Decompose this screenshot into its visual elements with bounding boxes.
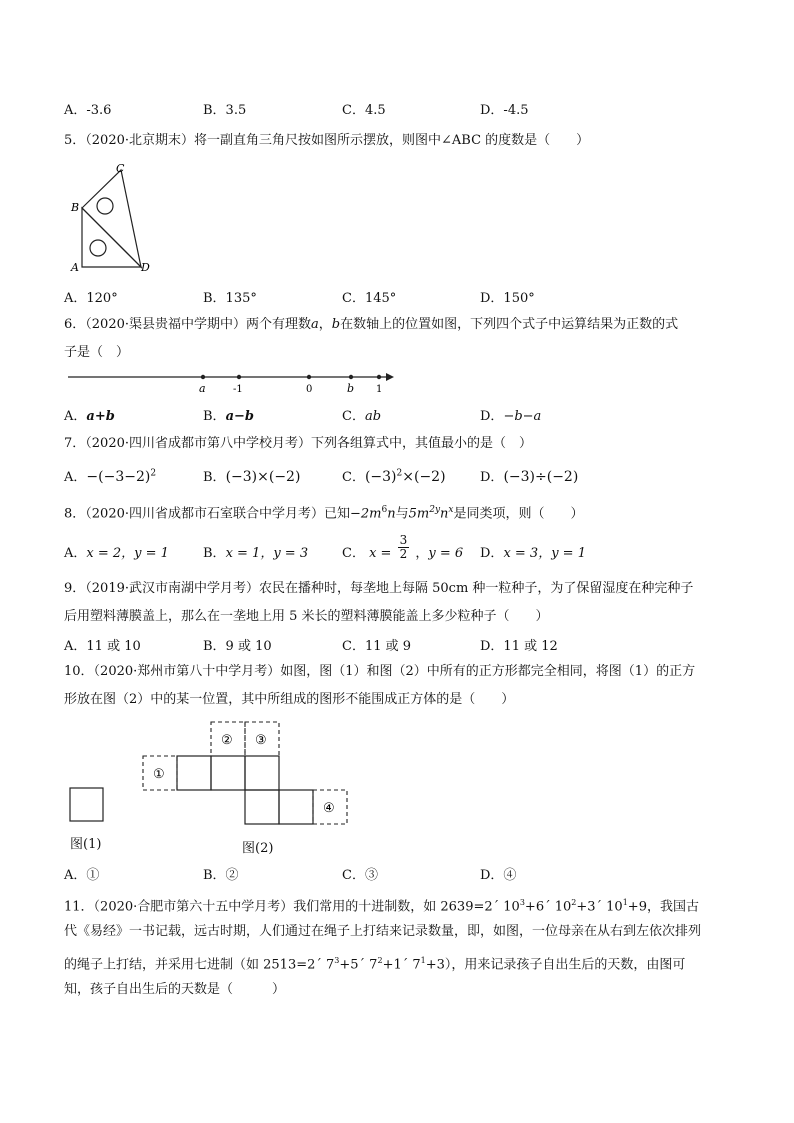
mark-4: ④	[323, 801, 335, 816]
q7-option-a-exp: 2	[150, 468, 157, 479]
q6-var-a: a	[311, 317, 319, 332]
q4-option-d: D．-4.5	[480, 103, 529, 118]
q7-option-c-math-base: (−3)	[364, 469, 397, 485]
q8-option-d	[480, 542, 586, 561]
q6-option-b-label: B．	[203, 409, 226, 424]
axis-label-zero: 0	[306, 384, 313, 395]
q11-line3-d: +3），用来记录孩子自出生后的天数，由图可	[425, 957, 686, 973]
axis-label-a: a	[199, 382, 206, 395]
q11-line4: 知，孩子自出生后的天数是（ ）	[64, 982, 286, 997]
q8-term1-exp: 6	[381, 505, 388, 515]
q8-option-c-fraction	[398, 534, 410, 561]
q5-stem: 5．（2020·北京期末）将一副直角三角尺按如图所示摆放，则图中∠ABC 的度数是（ ）	[64, 133, 590, 148]
q11-line3-exp2: 2	[377, 956, 383, 965]
q8-option-d-label: D．	[480, 546, 504, 561]
q10-option-c: C．③	[342, 868, 378, 883]
q11-exp3: 3	[519, 898, 525, 907]
q10-figure-1	[70, 788, 110, 828]
q7-option-b-label: B．	[203, 470, 226, 485]
point-zero	[307, 375, 311, 379]
q7-option-d	[480, 466, 578, 485]
q8-option-d-math: x = 3，y = 1	[503, 546, 586, 561]
q8-option-b-math: x = 1，y = 3	[225, 546, 309, 561]
q11-line3-b: +5´ 7	[339, 957, 378, 973]
label-a: A	[71, 261, 79, 274]
q8-option-c-comma: ，	[415, 546, 429, 561]
point-one	[377, 375, 381, 379]
q7-option-c-math-tail: ×(−2)	[402, 469, 446, 485]
axis-label-b: b	[347, 382, 355, 395]
q8-term2-exp: 2y	[429, 505, 441, 515]
q5-option-d: D．150°	[480, 291, 535, 306]
q11-line1	[64, 893, 699, 917]
q7-option-c-label: C．	[342, 470, 365, 485]
q7-option-d-math: (−3)÷(−2)	[503, 469, 579, 485]
q8-option-b	[203, 542, 308, 561]
q11-exp1: 1	[622, 898, 628, 907]
q8-stem-part2: 是同类项，则（ ）	[453, 506, 584, 522]
q8-option-c-label: C．	[342, 546, 365, 561]
q8-option-a-label: A．	[64, 546, 87, 561]
q8-option-c-math: y = 6	[428, 546, 464, 561]
q11-exp2: 2	[571, 898, 577, 907]
q6-stem-part2: 在数轴上的位置如图，下列四个式子中运算结果为正数的式	[340, 317, 679, 332]
q7-option-b-math: (−3)×(−2)	[225, 469, 301, 485]
q8-term1: −2m	[350, 506, 382, 522]
q8-term2-tail: n	[440, 506, 449, 522]
q11-line1-b: +6´ 10	[524, 899, 572, 915]
q8-option-c	[342, 534, 463, 561]
q11-line3	[64, 951, 685, 975]
q8-term2-tail-exp: x	[448, 505, 454, 515]
label-b: B	[71, 201, 80, 214]
mark-2: ②	[221, 733, 233, 748]
q9-stem-line1: 9．（2019·武汉市南湖中学月考）农民在播种时，每垄地上每隔 50cm 种一粒种子，为了保留湿度在种完种子	[64, 581, 694, 596]
q8-stem	[64, 500, 584, 524]
q11-line3-exp1: 1	[420, 956, 426, 965]
q10-stem-line1: 10．（2020·郑州市第八十中学月考）如图，图（1）和图（2）中所有的正方形都完全相同，将图（1）的正方	[64, 664, 696, 679]
q11-line1-c: +3´ 10	[576, 899, 623, 915]
q10-option-b: B．②	[203, 868, 239, 883]
q6-option-a-math: a+b	[86, 409, 115, 424]
label-c: C	[116, 162, 125, 175]
q7-option-a-math: −(−3−2)	[86, 469, 151, 485]
q9-option-a: A．11 或 10	[64, 639, 141, 654]
q11-line1-a: 11．（2020·合肥市第六十五中学月考）我们常用的十进制数，如 2639=2´ 10	[64, 899, 520, 915]
q8-option-c-prefix: x =	[369, 546, 392, 561]
q11-line2: 代《易经》一书记载，远古时期，人们通过在绳子上打结来记录数量，即，如图，一位母亲在从右到左依次排列	[64, 924, 702, 939]
q11-line1-d: +9，我国古	[627, 899, 699, 915]
q11-line3-a: 的绳子上打结，并采用七进制（如 2513=2´ 7	[64, 957, 335, 973]
q5-triangle-figure	[60, 160, 160, 275]
q6-option-b	[203, 405, 254, 424]
q5-option-b: B．135°	[203, 291, 257, 306]
q7-option-c	[342, 466, 446, 485]
q9-option-c: C．11 或 9	[342, 639, 412, 654]
q6-option-c	[342, 405, 381, 424]
q6-number-line	[68, 368, 398, 398]
q8-stem-part1: 8．（2020·四川省成都市石室联合中学月考）已知	[64, 506, 350, 522]
q4-option-a: A．-3.6	[64, 103, 112, 118]
q6-var-b: b	[331, 317, 341, 332]
q6-stem-line1	[64, 315, 678, 335]
q6-stem-line2: 子是（ ）	[64, 345, 130, 360]
q5-option-a: A．120°	[64, 291, 118, 306]
q6-option-d	[480, 405, 541, 424]
q8-frac-num: 3	[399, 533, 408, 547]
q8-term2: 5m	[408, 506, 430, 522]
q8-option-a	[64, 542, 169, 561]
axis-label-one: 1	[376, 384, 383, 395]
point-neg1	[237, 375, 241, 379]
q10-option-a: A．①	[64, 868, 100, 883]
q10-stem-line2: 形放在图（2）中的某一位置，其中所组成的图形不能围成正方体的是（ ）	[64, 692, 515, 707]
q8-frac-den: 2	[399, 547, 408, 561]
q6-option-a	[64, 405, 115, 424]
q8-option-b-label: B．	[203, 546, 226, 561]
q10-figure-1-caption: 图(1)	[70, 837, 102, 852]
q7-option-c-exp: 2	[396, 468, 403, 479]
q7-option-d-label: D．	[480, 470, 504, 485]
mark-1: ①	[153, 767, 165, 782]
q7-option-b	[203, 466, 300, 485]
q11-line3-exp3: 3	[334, 956, 340, 965]
q6-stem-part1: 6．（2020·渠县贵福中学期中）两个有理数	[64, 317, 311, 332]
point-b	[349, 375, 353, 379]
q6-option-c-math: ab	[364, 409, 382, 424]
q8-with: 与	[395, 506, 409, 522]
q11-line3-c: +1´ 7	[382, 957, 421, 973]
q6-option-a-label: A．	[64, 409, 87, 424]
q4-option-b: B．3.5	[203, 103, 247, 118]
circle-lower	[90, 240, 106, 256]
q10-figure-2	[140, 720, 355, 830]
q7-stem: 7．（2020·四川省成都市第八中学校月考）下列各组算式中，其值最小的是（ ）	[64, 436, 532, 451]
point-a	[201, 375, 205, 379]
mark-3: ③	[255, 733, 267, 748]
q6-option-b-math: a−b	[225, 409, 254, 424]
q7-option-a-label: A．	[64, 470, 87, 485]
q6-option-d-math: −b−a	[503, 409, 542, 424]
axis-label-neg1: -1	[233, 384, 243, 395]
q9-option-d: D．11 或 12	[480, 639, 558, 654]
q10-figure-2-caption: 图(2)	[242, 841, 274, 856]
q6-sep: ，	[318, 317, 332, 332]
q9-stem-line2: 后用塑料薄膜盖上，那么在一垄地上用 5 米长的塑料薄膜能盖上多少粒种子（ ）	[64, 609, 549, 624]
q7-option-a	[64, 466, 156, 485]
label-d: D	[141, 261, 150, 274]
q6-option-c-label: C．	[342, 409, 365, 424]
q9-option-b: B．9 或 10	[203, 639, 272, 654]
q8-term1-tail: n	[387, 506, 396, 522]
q4-option-c: C．4.5	[342, 103, 386, 118]
q8-option-a-math: x = 2，y = 1	[86, 546, 169, 561]
q10-option-d: D．④	[480, 868, 517, 883]
circle-upper	[97, 198, 113, 214]
q5-option-c: C．145°	[342, 291, 397, 306]
q6-option-d-label: D．	[480, 409, 504, 424]
